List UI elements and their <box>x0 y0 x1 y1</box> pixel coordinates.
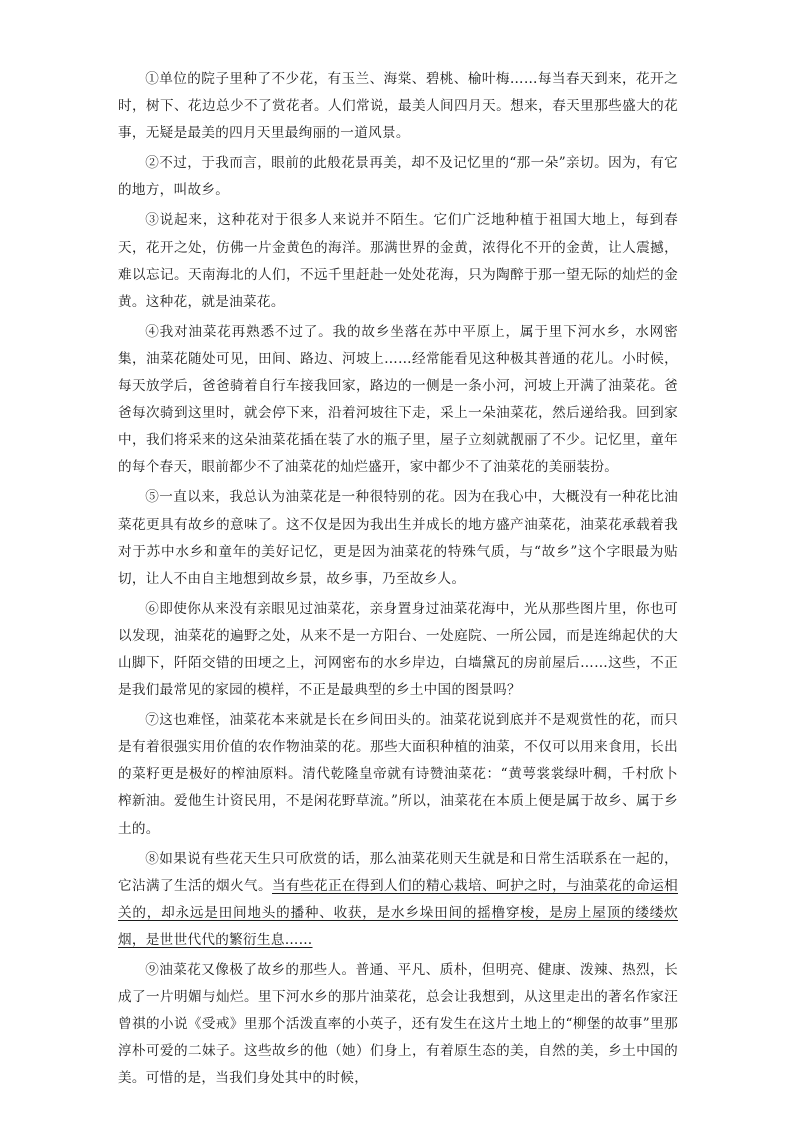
article-body <box>118 66 678 1095</box>
paragraph-3: ③说起来，这种花对于很多人来说并不陌生。它们广泛地种植于祖国大地上，每到春天，花开之处，仿佛一片金黄色的海洋。那满世界的金黄，浓得化不开的金黄，让人震撼，难以忘记。天南海北的人们，不远千里赶赴一处处花海，只为陶醉于那一望无际的灿烂的金黄。这种花，就是油菜花。 <box>118 212 678 310</box>
paragraph-8 <box>118 846 678 954</box>
paragraph-5: ⑤一直以来，我总认为油菜花是一种很特别的花。因为在我心中，大概没有一种花比油菜花更具有故乡的意味了。这不仅是因为我出生并成长的地方盛产油菜花，油菜花承载着我对于苏中水乡和童年的美好记忆，更是因为油菜花的特殊气质，与“故乡”这个字眼最为贴切，让人不由自主地想到故乡景，故乡事，乃至故乡人。 <box>118 489 678 587</box>
paragraph-8-underlined: 当有些花正在得到人们的精心栽培、呵护之时，与油菜花的命运相关的，却永远是田间地头的播种、收获，是水乡垛田间的摇橹穿梭，是房上屋顶的缕缕炊烟，是世世代代的繁衍生息…… <box>118 877 678 948</box>
paragraph-9: ⑨油菜花又像极了故乡的那些人。普通、平凡、质朴，但明亮、健康、泼辣、热烈，长成了一片明媚与灿烂。里下河水乡的那片油菜花，总会让我想到，从这里走出的著名作家汪曾祺的小说《受戒》里那个活泼直率的小英子，还有发生在这片土地上的“柳堡的故事”里那淳朴可爱的二妹子。这些故乡的他（她）们身上，有着原生态的美，自然的美，乡土中国的美。可惜的是，当我们身处其中的时候， <box>118 962 678 1087</box>
paragraph-2: ②不过，于我而言，眼前的此般花景再美，却不及记忆里的“那一朵”亲切。因为，有它的地方，叫故乡。 <box>118 155 678 199</box>
paragraph-6: ⑥即使你从来没有亲眼见过油菜花，亲身置身过油菜花海中，光从那些图片里，你也可以发现，油菜花的遍野之处，从来不是一方阳台、一处庭院、一所公园，而是连绵起伏的大山脚下，阡陌交错的田埂之上，河网密布的水乡岸边，白墙黛瓦的房前屋后……这些，不正是我们最常见的家园的模样，不正是最典型的乡土中国的图景吗？ <box>118 600 678 699</box>
paragraph-1: ①单位的院子里种了不少花，有玉兰、海棠、碧桃、榆叶梅……每当春天到来，花开之时，树下、花边总少不了赏花者。人们常说，最美人间四月天。想来，春天里那些盛大的花事，无疑是最美的四月天里最绚丽的一道风景。 <box>118 71 678 142</box>
paragraph-8-plain: ⑧如果说有些花天生只可欣赏的话，那么油菜花则天生就是和日常生活联系在一起的，它沾满了生活的烟火气。 <box>118 850 678 894</box>
paragraph-7: ⑦这也难怪，油菜花本来就是长在乡间田头的。油菜花说到底并不是观赏性的花，而只是有着很强实用价值的农作物油菜的花。那些大面积种植的油菜，不仅可以用来食用，长出的菜籽更是极好的榨油原料。清代乾隆皇帝就有诗赞油菜花：“黄萼裳裳绿叶稠，千村欣卜榨新油。爱他生计资民用，不是闲花野草流。”所以，油菜花在本质上便是属于故乡、属于乡土的。 <box>118 712 678 837</box>
paragraph-4: ④我对油菜花再熟悉不过了。我的故乡坐落在苏中平原上，属于里下河水乡，水网密集，油菜花随处可见，田间、路边、河坡上……经常能看见这种极其普通的花儿。小时候，每天放学后，爸爸骑着自行车接我回家，路边的一侧是一条小河，河坡上开满了油菜花。爸爸每次骑到这里时，就会停下来，沿着河坡往下走，采上一朵油菜花，然后递给我。回到家中，我们将采来的这朵油菜花插在装了水的瓶子里，屋子立刻就靓丽了不少。记忆里，童年的每个春天，眼前都少不了油菜花的灿烂盛开，家中都少不了油菜花的美丽装扮。 <box>118 323 678 476</box>
